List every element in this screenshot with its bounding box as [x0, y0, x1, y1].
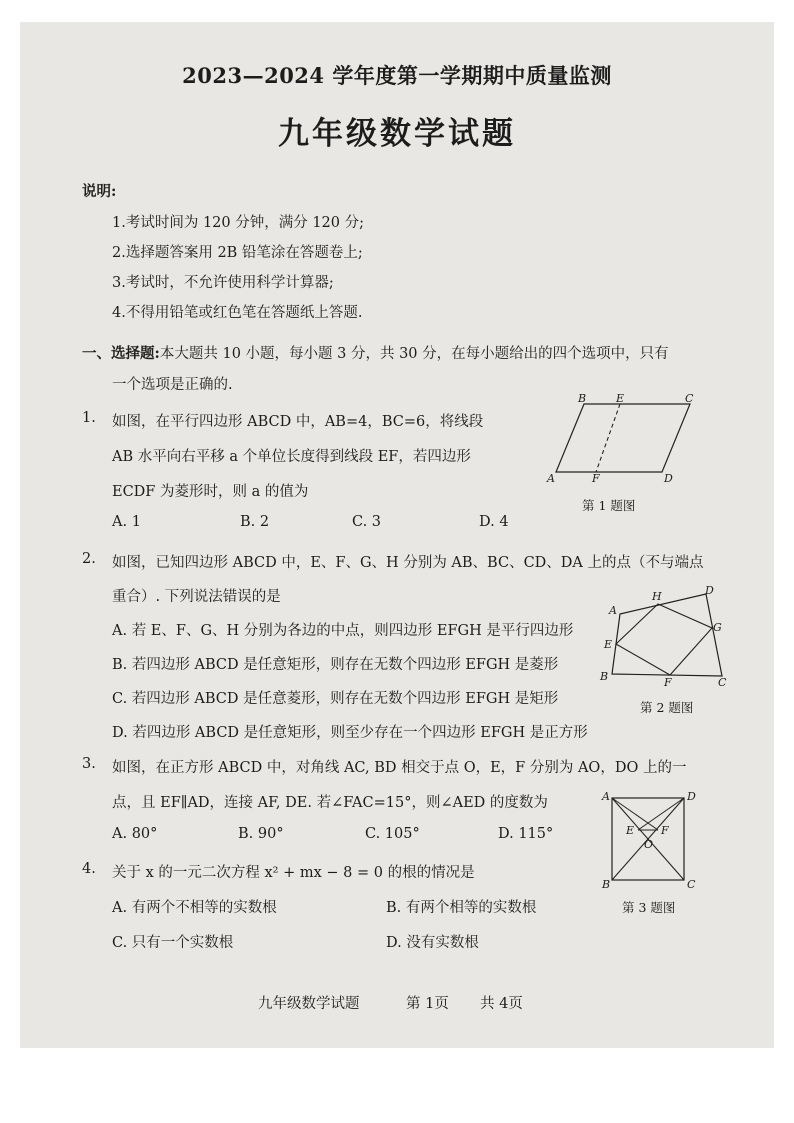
exam-page [20, 22, 774, 1048]
question-text: AB 水平向右平移 a 个单位长度得到线段 EF，若四边形 [112, 449, 471, 465]
instruction-item: 3.考试时，不允许使用科学计算器; [112, 275, 334, 291]
section-text: 本大题共 10 小题，每小题 3 分，共 30 分，在每小题给出的四个选项中，只有 [159, 346, 669, 362]
label-F: F [592, 472, 600, 484]
footer-subject: 九年级数学试题 [258, 996, 360, 1012]
instruction-item: 1.考试时间为 120 分钟，满分 120 分; [112, 215, 365, 231]
option-d: D. 4 [479, 514, 509, 530]
option-c: C. 3 [352, 514, 382, 530]
option-a: A. 80° [112, 826, 158, 842]
label-B: B [578, 394, 587, 405]
question-number: 1. [82, 410, 96, 426]
option-b: B. 90° [238, 826, 284, 842]
instruction-item: 4.不得用铅笔或红色笔在答题纸上答题. [112, 305, 363, 321]
label-F: F [664, 676, 672, 688]
question-text: ECDF 为菱形时，则 a 的值为 [112, 484, 309, 500]
label-D: D [705, 586, 714, 597]
label-H: H [652, 590, 662, 603]
exam-title: 2023—2024 学年度第一学期期中质量监测 [182, 63, 612, 88]
option-b: B. 有两个相等的实数根 [386, 900, 537, 916]
label-D: D [664, 472, 673, 484]
figure-1-caption: 第 1 题图 [582, 498, 636, 513]
label-E: E [616, 394, 625, 405]
option-a: A. 有两个不相等的实数根 [112, 900, 277, 916]
instructions-heading: 说明: [82, 183, 117, 200]
option-c: C. 只有一个实数根 [112, 935, 234, 951]
option-b: B. 2 [240, 514, 270, 530]
instruction-item: 2.选择题答案用 2B 铅笔涂在答题卷上; [112, 245, 363, 261]
label-C: C [718, 676, 727, 688]
label-F: F [661, 824, 669, 837]
option-a: A. 1 [112, 514, 141, 530]
option-d: D. 若四边形 ABCD 是任意矩形，则至少存在一个四边形 EFGH 是正方形 [112, 725, 588, 741]
figure-3-caption: 第 3 题图 [622, 900, 676, 915]
label-G: G [713, 621, 722, 634]
figure-2-quadrilateral [598, 586, 728, 688]
figure-2-caption: 第 2 题图 [640, 700, 694, 715]
option-a: A. 若 E、F、G、H 分别为各边的中点，则四边形 EFGH 是平行四边形 [112, 623, 574, 639]
label-O: O [644, 838, 654, 851]
question-number: 2. [82, 551, 96, 567]
subject-title: 九年级数学试题 [278, 116, 516, 152]
label-A: A [547, 472, 555, 484]
question-text: 点，且 EF∥AD，连接 AF, DE. 若∠FAC=15°，则∠AED 的度数为 [112, 795, 548, 811]
label-C: C [685, 394, 694, 405]
question-number: 4. [82, 861, 96, 877]
section-heading [82, 342, 669, 363]
label-B: B [600, 670, 609, 683]
question-text: 如图，已知四边形 ABCD 中，E、F、G、H 分别为 AB、BC、CD、DA 上的点（不与端点 [112, 555, 704, 571]
label-C: C [687, 878, 696, 891]
option-d: D. 没有实数根 [386, 935, 479, 951]
option-b: B. 若四边形 ABCD 是任意矩形，则存在无数个四边形 EFGH 是菱形 [112, 657, 559, 673]
label-E: E [604, 638, 613, 651]
question-text: 关于 x 的一元二次方程 x² + mx − 8 = 0 的根的情况是 [112, 865, 475, 881]
label-E: E [626, 824, 635, 837]
section-text-line2: 一个选项是正确的. [112, 377, 233, 393]
label-D: D [687, 790, 696, 803]
question-number: 3. [82, 756, 96, 772]
figure-1-parallelogram [540, 394, 710, 484]
question-text: 如图，在平行四边形 ABCD 中，AB=4，BC=6，将线段 [112, 414, 484, 430]
label-A: A [602, 790, 610, 803]
label-B: B [602, 878, 611, 891]
label-A: A [609, 604, 617, 617]
option-c: C. 若四边形 ABCD 是任意菱形，则存在无数个四边形 EFGH 是矩形 [112, 691, 559, 707]
footer-page: 第 1页 [406, 996, 449, 1012]
figure-3-square [592, 788, 704, 892]
footer-total: 共 4页 [480, 996, 523, 1012]
option-c: C. 105° [365, 826, 420, 842]
question-text: 重合）. 下列说法错误的是 [112, 589, 281, 605]
section-label: 一、选择题: [82, 345, 160, 362]
question-text: 如图，在正方形 ABCD 中，对角线 AC, BD 相交于点 O，E，F 分别为 AO，DO 上的一 [112, 760, 687, 776]
option-d: D. 115° [498, 826, 554, 842]
